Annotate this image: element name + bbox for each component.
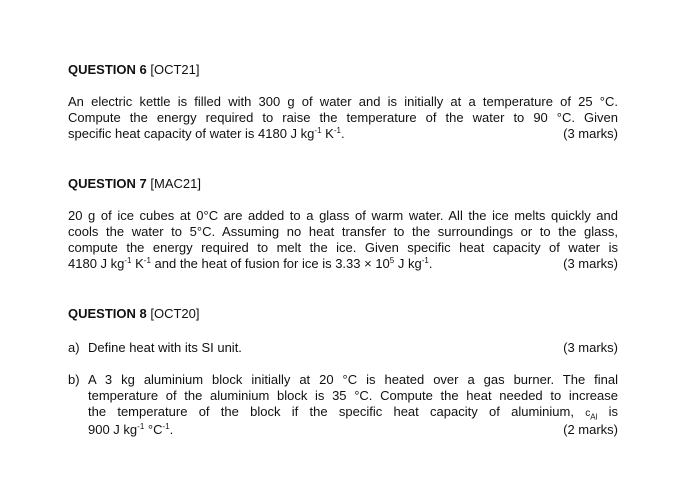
q7-line-4-e: . <box>428 256 433 271</box>
question-7-line-3: compute the energy required to melt the ice. Given specific heat capacity of water is <box>68 240 618 255</box>
q6-sup-1: -1 <box>314 126 322 135</box>
question-7-line-2: cools the water to 5°C. Assuming no heat transfer to the surroundings or to the glass, <box>68 224 618 239</box>
question-8-number: QUESTION 8 <box>68 306 147 321</box>
q7-line-4-a: 4180 J kg <box>68 256 125 271</box>
b-line-3-a: the temperature of the block if the specific heat capacity of aluminium, <box>88 404 586 419</box>
q6-sup-2: -1 <box>333 126 341 135</box>
part-a-text: Define heat with its SI unit. <box>88 340 242 355</box>
q7-sup-1: -1 <box>124 256 132 265</box>
q6-line-3-c: . <box>340 126 345 141</box>
q7-sup-2: -1 <box>143 256 151 265</box>
part-b-line-2: temperature of the aluminium block is 35 °C. Compute the heat needed to increase <box>88 388 618 403</box>
question-7-line-1: 20 g of ice cubes at 0°C are added to a glass of warm water. All the ice melts quickly and <box>68 208 618 223</box>
question-6-marks: (3 marks) <box>563 126 618 141</box>
b-line-3-b: is <box>597 404 619 419</box>
part-b-line-1: A 3 kg aluminium block initially at 20 °C is heated over a gas burner. The final <box>88 372 618 387</box>
q7-sup-5: 5 <box>389 256 395 265</box>
question-6-line-1: An electric kettle is filled with 300 g of water and is initially at a temperature of 25 °C. <box>68 94 618 109</box>
question-6-text <box>68 94 618 142</box>
question-8-code: [OCT20] <box>150 306 200 321</box>
q7-line-4-b: K <box>131 256 144 271</box>
q6-line-3-a: specific heat capacity of water is 4180 J kg <box>68 126 315 141</box>
b-line-3-var: c <box>585 408 591 419</box>
part-b-label: b) <box>68 372 80 387</box>
question-7-marks: (3 marks) <box>563 256 618 271</box>
question-6-line-2: Compute the energy required to raise the temperature of the water to 90 °C. Given <box>68 110 618 125</box>
question-7-text <box>68 208 618 272</box>
part-a-label: a) <box>68 340 80 355</box>
question-7-heading <box>68 176 201 191</box>
q7-line-4-d: J kg <box>394 256 422 271</box>
question-6-code: [OCT21] <box>150 62 200 77</box>
question-6-line-3 <box>68 126 618 142</box>
question-7-number: QUESTION 7 <box>68 176 147 191</box>
question-8-heading <box>68 306 200 321</box>
b-sup-1: -1 <box>137 422 145 431</box>
question-7-line-4 <box>68 256 618 272</box>
part-b-marks: (2 marks) <box>563 422 618 437</box>
part-b-line-3 <box>88 404 618 422</box>
question-8-part-a <box>68 340 618 356</box>
question-6-number: QUESTION 6 <box>68 62 147 77</box>
q7-sup-3: -1 <box>421 256 429 265</box>
b-line-4-a: 900 J kg <box>88 422 138 437</box>
b-line-4-c: . <box>169 422 174 437</box>
b-line-4-b: °C <box>144 422 163 437</box>
q7-line-4-c: and the heat of fusion for ice is 3.33 × 10 <box>150 256 390 271</box>
question-8-part-b <box>68 372 618 438</box>
part-b-line-4 <box>88 422 618 438</box>
b-sup-2: -1 <box>162 422 170 431</box>
question-6-heading <box>68 62 200 77</box>
question-7-code: [MAC21] <box>150 176 201 191</box>
b-line-3-sub: Al <box>590 412 598 422</box>
part-a-marks: (3 marks) <box>563 340 618 355</box>
q6-line-3-b: K <box>321 126 334 141</box>
